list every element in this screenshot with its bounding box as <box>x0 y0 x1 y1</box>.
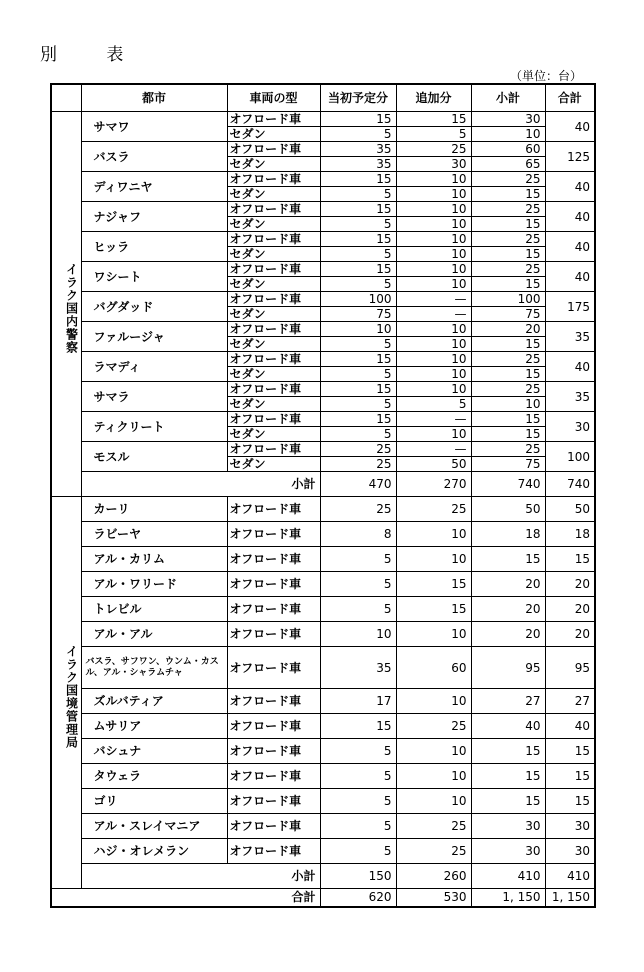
subtotal-value: 25 <box>471 202 545 217</box>
subtotal-value: 740 <box>471 472 545 497</box>
initial-value: 15 <box>320 382 396 397</box>
vehicle-type: セダン <box>227 307 320 322</box>
subtotal-value: 60 <box>471 142 545 157</box>
subtotal-value: 30 <box>471 839 545 864</box>
city-name: ズルバティア <box>81 689 227 714</box>
vehicle-type: オフロード車 <box>227 764 320 789</box>
total-value: 15 <box>545 547 595 572</box>
table-row <box>51 714 595 739</box>
added-value: 50 <box>396 457 471 472</box>
initial-value: 5 <box>320 839 396 864</box>
table-row <box>51 262 595 277</box>
header-type: 車両の型 <box>227 84 320 112</box>
subtotal-value: 20 <box>471 597 545 622</box>
added-value: 10 <box>396 262 471 277</box>
city-name: アル・カリム <box>81 547 227 572</box>
initial-value: 10 <box>320 622 396 647</box>
table-row <box>51 814 595 839</box>
city-name: アル・ワリード <box>81 572 227 597</box>
city-name: バスラ <box>81 142 227 172</box>
added-value: 10 <box>396 739 471 764</box>
table-row <box>51 789 595 814</box>
vehicle-type: オフロード車 <box>227 112 320 127</box>
vehicle-type: オフロード車 <box>227 352 320 367</box>
subtotal-value: 95 <box>471 647 545 689</box>
vehicle-type: オフロード車 <box>227 497 320 522</box>
section-label: イラク国内警察 <box>51 112 81 497</box>
vehicle-type: セダン <box>227 187 320 202</box>
vehicle-type: オフロード車 <box>227 322 320 337</box>
total-value: 410 <box>545 864 595 889</box>
added-value: 25 <box>396 497 471 522</box>
initial-value: 15 <box>320 412 396 427</box>
initial-value: 15 <box>320 352 396 367</box>
initial-value: 150 <box>320 864 396 889</box>
city-name: バグダッド <box>81 292 227 322</box>
initial-value: 15 <box>320 262 396 277</box>
initial-value: 5 <box>320 367 396 382</box>
subtotal-label: 小計 <box>81 864 320 889</box>
added-value: 10 <box>396 187 471 202</box>
subtotal-value: 40 <box>471 714 545 739</box>
initial-value: 5 <box>320 764 396 789</box>
added-value: 10 <box>396 427 471 442</box>
subtotal-value: 15 <box>471 277 545 292</box>
added-value: 10 <box>396 247 471 262</box>
city-name: バスラ、サフワン、ウンム・カスル、アル・シャラムチャ <box>81 647 227 689</box>
city-name: ディワニヤ <box>81 172 227 202</box>
added-value: 10 <box>396 382 471 397</box>
added-value: 5 <box>396 127 471 142</box>
subtotal-value: 75 <box>471 307 545 322</box>
vehicle-type: オフロード車 <box>227 647 320 689</box>
added-value: 530 <box>396 889 471 907</box>
initial-value: 10 <box>320 322 396 337</box>
table-row <box>51 572 595 597</box>
section-label: イラク国境管理局 <box>51 497 81 889</box>
subtotal-value: 25 <box>471 262 545 277</box>
vehicle-type: オフロード車 <box>227 382 320 397</box>
vehicle-type: セダン <box>227 217 320 232</box>
table-row <box>51 322 595 337</box>
vehicle-type: セダン <box>227 277 320 292</box>
initial-value: 25 <box>320 457 396 472</box>
table-body <box>51 112 595 907</box>
table-row <box>51 647 595 689</box>
added-value: — <box>396 442 471 457</box>
initial-value: 15 <box>320 172 396 187</box>
initial-value: 25 <box>320 497 396 522</box>
city-name: サマラ <box>81 382 227 412</box>
subtotal-value: 15 <box>471 187 545 202</box>
initial-value: 17 <box>320 689 396 714</box>
total-value: 20 <box>545 597 595 622</box>
added-value: 10 <box>396 202 471 217</box>
initial-value: 620 <box>320 889 396 907</box>
city-name: タウェラ <box>81 764 227 789</box>
table-row <box>51 142 595 157</box>
initial-value: 5 <box>320 397 396 412</box>
initial-value: 5 <box>320 337 396 352</box>
subtotal-value: 20 <box>471 622 545 647</box>
initial-value: 470 <box>320 472 396 497</box>
subtotal-value: 15 <box>471 547 545 572</box>
total-value: 20 <box>545 572 595 597</box>
initial-value: 5 <box>320 277 396 292</box>
vehicle-type: オフロード車 <box>227 572 320 597</box>
total-value: 20 <box>545 622 595 647</box>
initial-value: 15 <box>320 112 396 127</box>
total-value: 27 <box>545 689 595 714</box>
city-name: サマワ <box>81 112 227 142</box>
subtotal-value: 10 <box>471 397 545 412</box>
added-value: 10 <box>396 352 471 367</box>
total-value: 18 <box>545 522 595 547</box>
added-value: 25 <box>396 814 471 839</box>
vehicle-type: オフロード車 <box>227 839 320 864</box>
total-value: 15 <box>545 764 595 789</box>
total-value: 50 <box>545 497 595 522</box>
vehicle-type: オフロード車 <box>227 522 320 547</box>
subtotal-value: 410 <box>471 864 545 889</box>
table-row <box>51 622 595 647</box>
initial-value: 5 <box>320 572 396 597</box>
vehicle-type: オフロード車 <box>227 689 320 714</box>
subtotal-value: 100 <box>471 292 545 307</box>
city-name: ヒッラ <box>81 232 227 262</box>
city-name: カーリ <box>81 497 227 522</box>
initial-value: 8 <box>320 522 396 547</box>
table-row <box>51 172 595 187</box>
vehicle-type: オフロード車 <box>227 789 320 814</box>
subtotal-value: 20 <box>471 322 545 337</box>
initial-value: 35 <box>320 647 396 689</box>
added-value: 10 <box>396 367 471 382</box>
table-row <box>51 202 595 217</box>
subtotal-row <box>51 864 595 889</box>
subtotal-value: 20 <box>471 572 545 597</box>
added-value: 15 <box>396 112 471 127</box>
total-value: 30 <box>545 814 595 839</box>
vehicle-type: オフロード車 <box>227 292 320 307</box>
added-value: 10 <box>396 277 471 292</box>
subtotal-value: 75 <box>471 457 545 472</box>
header-total: 合計 <box>545 84 595 112</box>
vehicle-type: オフロード車 <box>227 597 320 622</box>
table-row <box>51 522 595 547</box>
grand-total-label: 合計 <box>51 889 320 907</box>
vehicle-type: オフロード車 <box>227 442 320 457</box>
initial-value: 100 <box>320 292 396 307</box>
added-value: 10 <box>396 217 471 232</box>
subtotal-value: 15 <box>471 427 545 442</box>
city-name: アル・アル <box>81 622 227 647</box>
added-value: 15 <box>396 597 471 622</box>
table-row <box>51 412 595 427</box>
total-value: 40 <box>545 714 595 739</box>
added-value: 270 <box>396 472 471 497</box>
city-name: ラビーヤ <box>81 522 227 547</box>
initial-value: 15 <box>320 714 396 739</box>
added-value: 5 <box>396 397 471 412</box>
added-value: 30 <box>396 157 471 172</box>
table-row <box>51 382 595 397</box>
city-name: トレビル <box>81 597 227 622</box>
vehicle-type: セダン <box>227 367 320 382</box>
added-value: 10 <box>396 789 471 814</box>
city-name: モスル <box>81 442 227 472</box>
subtotal-value: 15 <box>471 247 545 262</box>
city-name: ファルージャ <box>81 322 227 352</box>
added-value: 10 <box>396 172 471 187</box>
subtotal-value: 25 <box>471 232 545 247</box>
initial-value: 5 <box>320 217 396 232</box>
vehicle-table <box>50 83 596 908</box>
table-row <box>51 597 595 622</box>
city-name: ゴリ <box>81 789 227 814</box>
header-row <box>51 84 595 112</box>
vehicle-type: オフロード車 <box>227 547 320 572</box>
total-value: 40 <box>545 262 595 292</box>
total-value: 40 <box>545 172 595 202</box>
initial-value: 15 <box>320 232 396 247</box>
subtotal-value: 65 <box>471 157 545 172</box>
total-value: 15 <box>545 789 595 814</box>
added-value: 10 <box>396 622 471 647</box>
total-value: 30 <box>545 412 595 442</box>
city-name: ムサリア <box>81 714 227 739</box>
subtotal-value: 30 <box>471 814 545 839</box>
subtotal-value: 15 <box>471 789 545 814</box>
table-row <box>51 497 595 522</box>
city-name: アル・スレイマニア <box>81 814 227 839</box>
subtotal-value: 15 <box>471 764 545 789</box>
vehicle-type: オフロード車 <box>227 814 320 839</box>
subtotal-label: 小計 <box>81 472 320 497</box>
added-value: 10 <box>396 232 471 247</box>
unit-label: （単位：台） <box>510 69 583 83</box>
initial-value: 35 <box>320 157 396 172</box>
header-initial: 当初予定分 <box>320 84 396 112</box>
total-value: 1, 150 <box>545 889 595 907</box>
subtotal-value: 25 <box>471 172 545 187</box>
initial-value: 5 <box>320 789 396 814</box>
table-row <box>51 547 595 572</box>
subtotal-value: 25 <box>471 382 545 397</box>
added-value: 25 <box>396 839 471 864</box>
initial-value: 5 <box>320 427 396 442</box>
subtotal-value: 30 <box>471 112 545 127</box>
initial-value: 5 <box>320 127 396 142</box>
vehicle-type: オフロード車 <box>227 172 320 187</box>
vehicle-type: セダン <box>227 427 320 442</box>
initial-value: 5 <box>320 597 396 622</box>
initial-value: 75 <box>320 307 396 322</box>
added-value: 260 <box>396 864 471 889</box>
corner-cell <box>51 84 81 112</box>
table-row <box>51 764 595 789</box>
city-name: ハジ・オレメラン <box>81 839 227 864</box>
total-value: 40 <box>545 112 595 142</box>
added-value: 25 <box>396 142 471 157</box>
table-row <box>51 442 595 457</box>
subtotal-value: 1, 150 <box>471 889 545 907</box>
vehicle-type: オフロード車 <box>227 202 320 217</box>
vehicle-type: セダン <box>227 127 320 142</box>
vehicle-type: セダン <box>227 397 320 412</box>
total-value: 35 <box>545 322 595 352</box>
vehicle-type: オフロード車 <box>227 714 320 739</box>
table-row <box>51 112 595 127</box>
added-value: 25 <box>396 714 471 739</box>
subtotal-value: 15 <box>471 739 545 764</box>
initial-value: 5 <box>320 739 396 764</box>
subtotal-value: 15 <box>471 367 545 382</box>
subtotal-value: 15 <box>471 217 545 232</box>
grand-total-row <box>51 889 595 907</box>
subtotal-value: 15 <box>471 337 545 352</box>
total-value: 95 <box>545 647 595 689</box>
subtotal-row <box>51 472 595 497</box>
table-row <box>51 739 595 764</box>
added-value: 10 <box>396 337 471 352</box>
total-value: 740 <box>545 472 595 497</box>
vehicle-type: セダン <box>227 457 320 472</box>
subtotal-value: 25 <box>471 352 545 367</box>
header-added: 追加分 <box>396 84 471 112</box>
total-value: 100 <box>545 442 595 472</box>
city-name: ティクリート <box>81 412 227 442</box>
header-subtotal: 小計 <box>471 84 545 112</box>
vehicle-type: セダン <box>227 247 320 262</box>
vehicle-type: セダン <box>227 157 320 172</box>
total-value: 35 <box>545 382 595 412</box>
initial-value: 5 <box>320 187 396 202</box>
city-name: バシュナ <box>81 739 227 764</box>
initial-value: 5 <box>320 814 396 839</box>
table-row <box>51 839 595 864</box>
subtotal-value: 10 <box>471 127 545 142</box>
table-row <box>51 689 595 714</box>
added-value: 10 <box>396 322 471 337</box>
added-value: 10 <box>396 689 471 714</box>
vehicle-type: オフロード車 <box>227 262 320 277</box>
subtotal-value: 18 <box>471 522 545 547</box>
total-value: 175 <box>545 292 595 322</box>
initial-value: 35 <box>320 142 396 157</box>
added-value: — <box>396 292 471 307</box>
total-value: 40 <box>545 202 595 232</box>
total-value: 40 <box>545 232 595 262</box>
subtotal-value: 15 <box>471 412 545 427</box>
vehicle-type: オフロード車 <box>227 232 320 247</box>
vehicle-type: オフロード車 <box>227 142 320 157</box>
initial-value: 5 <box>320 547 396 572</box>
city-name: ナジャフ <box>81 202 227 232</box>
added-value: — <box>396 307 471 322</box>
added-value: — <box>396 412 471 427</box>
total-value: 30 <box>545 839 595 864</box>
added-value: 60 <box>396 647 471 689</box>
vehicle-type: オフロード車 <box>227 622 320 647</box>
city-name: ワシート <box>81 262 227 292</box>
header-city: 都市 <box>81 84 227 112</box>
table-row <box>51 232 595 247</box>
vehicle-type: オフロード車 <box>227 412 320 427</box>
added-value: 10 <box>396 522 471 547</box>
subtotal-value: 27 <box>471 689 545 714</box>
table-row <box>51 292 595 307</box>
page-title: 別 表 <box>40 45 146 65</box>
total-value: 40 <box>545 352 595 382</box>
subtotal-value: 25 <box>471 442 545 457</box>
added-value: 10 <box>396 547 471 572</box>
added-value: 15 <box>396 572 471 597</box>
added-value: 10 <box>396 764 471 789</box>
vehicle-type: オフロード車 <box>227 739 320 764</box>
city-name: ラマディ <box>81 352 227 382</box>
total-value: 15 <box>545 739 595 764</box>
table-row <box>51 352 595 367</box>
total-value: 125 <box>545 142 595 172</box>
initial-value: 5 <box>320 247 396 262</box>
subtotal-value: 50 <box>471 497 545 522</box>
vehicle-type: セダン <box>227 337 320 352</box>
initial-value: 25 <box>320 442 396 457</box>
initial-value: 15 <box>320 202 396 217</box>
